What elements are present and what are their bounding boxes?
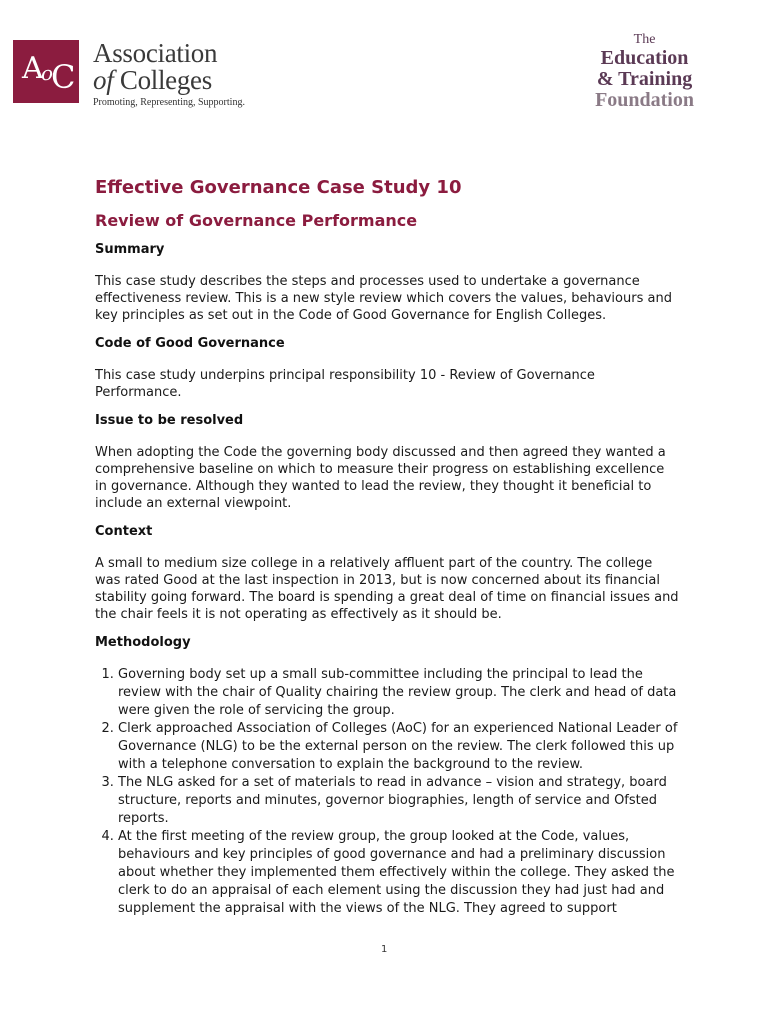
list-item: 4. At the first meeting of the review group, the group looked at the Code, values, behaviours and key principles of good governance and had a preliminary discussion about whether they implemented them effectively within the college. They asked the clerk to do an appraisal of each element using the discussion they had just had and supplement the appraisal with the views of the NLG. They agreed to support — [118, 828, 680, 918]
section-heading-code: Code of Good Governance — [95, 336, 285, 351]
aoc-name-line1: Association — [93, 38, 218, 68]
aoc-tagline: Promoting, Representing, Supporting. — [93, 97, 245, 108]
etf-logo: The Education & Training Foundation — [595, 32, 694, 111]
document-title: Effective Governance Case Study 10 — [95, 177, 462, 198]
methodology-list — [95, 666, 680, 918]
section-heading-context: Context — [95, 524, 153, 539]
document-subtitle: Review of Governance Performance — [95, 211, 418, 230]
page-number: 1 — [381, 944, 388, 955]
list-item: 3. The NLG asked for a set of materials to read in advance – vision and strategy, board structure, reports and minutes, governor biographies, length of service and Ofsted reports. — [118, 774, 680, 828]
section-heading-summary: Summary — [95, 242, 165, 257]
aoc-logo-mark: A o C — [13, 40, 79, 103]
aoc-logo — [13, 40, 245, 108]
aoc-logo-text — [93, 40, 245, 108]
list-item: 2. Clerk approached Association of Colleges (AoC) for an experienced National Leader of Governance (NLG) to be the external person on the review. The clerk followed this up with a telephone conversation to explain the background to the review. — [118, 720, 680, 774]
section-text-code: This case study underpins principal responsibility 10 - Review of Governance Performance. — [95, 368, 595, 400]
list-item: 1. Governing body set up a small sub-committee including the principal to lead the review with the chair of Quality chairing the review group. The clerk and head of data were given the role of servicing the group. — [118, 666, 680, 720]
aoc-name-line2: of Colleges — [93, 65, 212, 95]
section-heading-issue: Issue to be resolved — [95, 413, 244, 428]
document-body — [95, 176, 680, 918]
section-text-context: A small to medium size college in a relatively affluent part of the country. The college was rated Good at the last inspection in 2013, but is now concerned about its financial stability going forward. The board is spending a great deal of time on financial issues and the chair feels it is not operating as effectively as it should be. — [95, 556, 679, 622]
section-heading-methodology: Methodology — [95, 635, 191, 650]
section-text-issue: When adopting the Code the governing body discussed and then agreed they wanted a comprehensive baseline on which to measure their progress on establishing excellence in governance. Although they wanted to lead the review, they thought it beneficial to include an external viewpoint. — [95, 445, 666, 511]
section-text-summary: This case study describes the steps and processes used to undertake a governance effectiveness review. This is a new style review which covers the values, behaviours and key principles as set out in the Code of Good Governance for English Colleges. — [95, 274, 672, 323]
